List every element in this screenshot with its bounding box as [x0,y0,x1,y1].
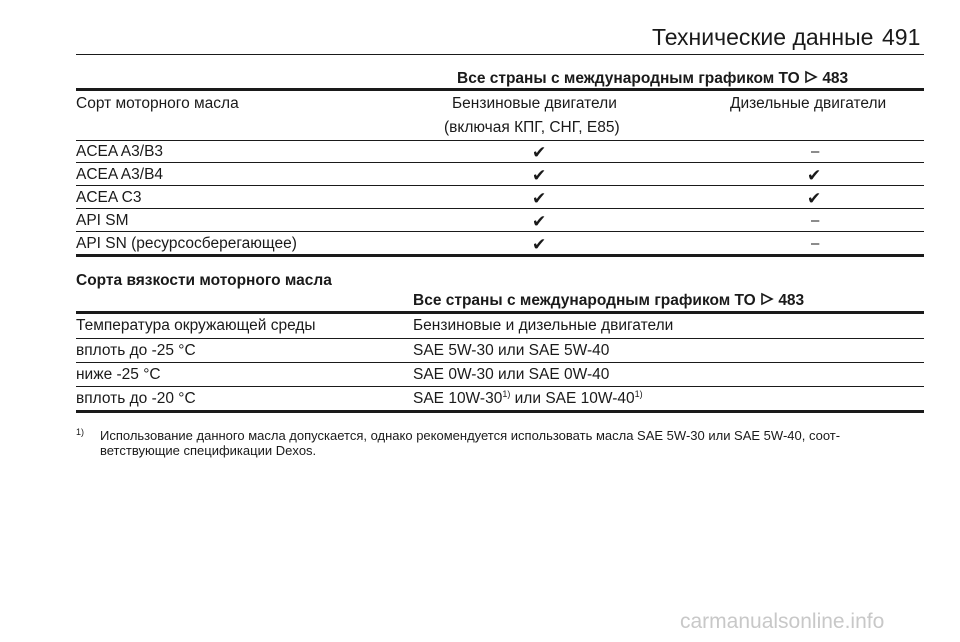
footnote-mark: 1) [76,427,85,437]
footnote-ref[interactable]: 1) [634,389,643,399]
dash-mark: – [811,235,820,252]
check-icon: ✔ [532,189,547,208]
table2-top-rule [76,311,924,314]
table1-row-grade: ACEA C3 [76,189,142,206]
footnote-ref[interactable]: 1) [502,389,511,399]
table1-row-grade: API SN (ресурсосберегающее) [76,235,297,252]
reference-arrow-icon [760,292,774,306]
header-rule [76,54,924,55]
table1-row-grade: API SM [76,212,129,229]
page-title: Технические данные [652,24,874,50]
table1-row-rule [76,231,924,232]
table1-col1-header: Сорт моторного масла [76,95,239,112]
table1-row-grade: ACEA A3/B4 [76,166,164,183]
watermark: carmanualsonline.info [680,610,885,633]
table1-row-grade: ACEA A3/B3 [76,143,164,160]
page-number: 491 [882,24,921,50]
table1-top-rule [76,88,924,91]
table2-bottom-rule [76,410,924,413]
reference-arrow-icon [804,70,818,84]
section-title: Сорта вязкости моторного масла [76,272,332,289]
table2-row-temp: вплоть до -20 °C [76,390,196,407]
check-icon: ✔ [532,143,547,162]
footnote-line1: Использование данного масла допускается, однако рекомендуется использовать масла SAE 5W-30 или SAE 5W-40, соот- [100,428,841,443]
dash-mark: – [811,212,820,229]
table2-col1-header: Температура окружающей среды [76,317,316,334]
table2-row-rule [76,386,924,387]
table2-row-grade: SAE 0W-30 или SAE 0W-40 [413,366,610,383]
table2-row-rule [76,362,924,363]
table1-col2-header-line2: (включая КПГ, СНГ, E85) [444,119,620,136]
table1-caption-text: Все страны с международным графиком ТО [457,70,800,87]
table1-col3-header: Дизельные двигатели [730,95,887,112]
table2-row-grade: SAE 5W-30 или SAE 5W-40 [413,342,610,359]
check-icon: ✔ [532,166,547,185]
table2-caption-text: Все страны с международным графиком ТО [413,292,756,309]
table2-row-grade [413,390,643,408]
dash-mark: – [811,143,820,160]
check-icon: ✔ [532,212,547,231]
table2-caption [413,292,804,310]
table2-col2-header: Бензиновые и дизельные двигатели [413,317,674,334]
check-icon: ✔ [807,189,822,208]
footnote-line2: ветствующие спецификации Dexos. [100,443,317,458]
check-icon: ✔ [807,166,822,185]
table1-caption [457,70,848,88]
grade-b: или SAE 10W-40 [510,390,635,407]
table1-row-rule [76,185,924,186]
check-icon: ✔ [532,235,547,254]
grade-a: SAE 10W-30 [413,390,503,407]
table1-bottom-rule [76,254,924,257]
table1-row-rule [76,162,924,163]
table2-header-rule [76,338,924,339]
table1-col2-header-line1: Бензиновые двигатели [452,95,617,112]
table2-row-temp: вплоть до -25 °C [76,342,196,359]
table1-row-rule [76,208,924,209]
table2-row-temp: ниже -25 °C [76,366,161,383]
table1-caption-ref[interactable]: 483 [822,70,849,87]
table1-header-rule [76,140,924,141]
table2-caption-ref[interactable]: 483 [778,292,805,309]
